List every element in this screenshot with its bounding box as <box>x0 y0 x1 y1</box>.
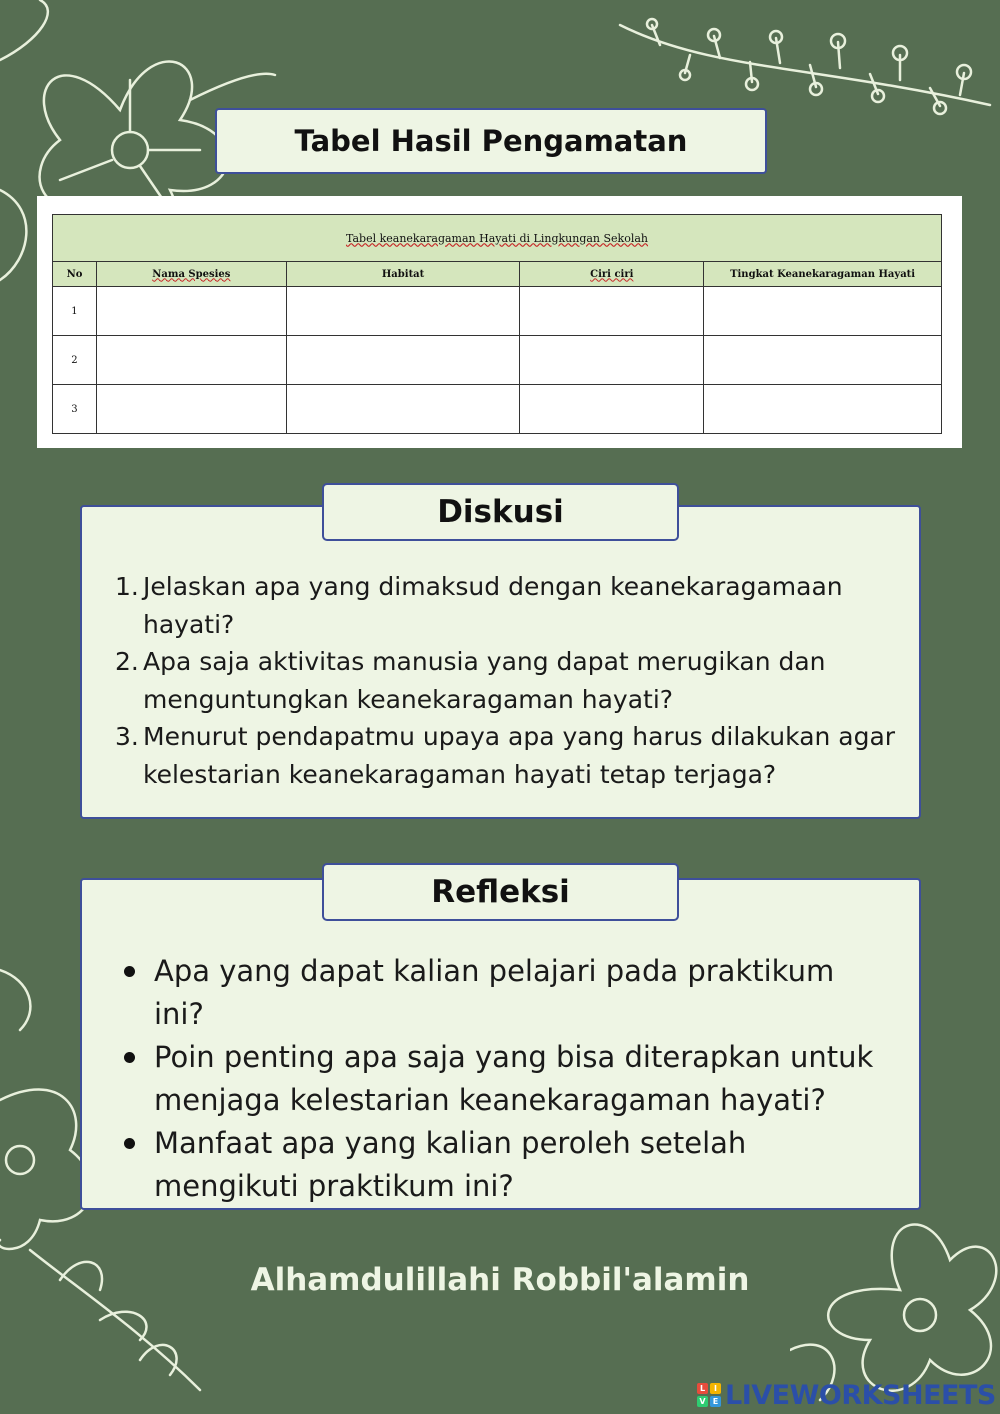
refleksi-list <box>115 950 885 1208</box>
cell-habitat[interactable] <box>286 385 520 434</box>
diskusi-list <box>115 568 905 793</box>
liveworksheets-logo-icon: L I V E <box>697 1383 721 1407</box>
list-item: 1. Jelaskan apa yang dimaksud dengan keanekaragamaan hayati? <box>115 572 843 639</box>
bullet-icon <box>124 1138 135 1149</box>
diskusi-title: Diskusi <box>322 483 679 541</box>
closing-text: Alhamdulillahi Robbil'alamin <box>250 1262 750 1298</box>
cell-nama-spesies[interactable] <box>96 287 286 336</box>
column-header-ciri-ciri: Ciri ciri <box>520 262 704 287</box>
list-item: Poin penting apa saja yang bisa diterapkan untuk menjaga kelestarian keanekaragaman hayati? <box>115 1036 885 1122</box>
cell-habitat[interactable] <box>286 287 520 336</box>
row-number: 3 <box>53 385 97 434</box>
cell-ciri-ciri[interactable] <box>520 385 704 434</box>
row-number: 1 <box>53 287 97 336</box>
page-title: Tabel Hasil Pengamatan <box>215 108 767 174</box>
list-item: Manfaat apa yang kalian peroleh setelah mengikuti praktikum ini? <box>115 1122 885 1208</box>
column-header-tingkat: Tingkat Keanekaragaman Hayati <box>704 262 942 287</box>
observation-table-panel <box>37 196 962 448</box>
cell-ciri-ciri[interactable] <box>520 336 704 385</box>
bullet-icon <box>124 966 135 977</box>
cell-ciri-ciri[interactable] <box>520 287 704 336</box>
cell-tingkat[interactable] <box>704 336 942 385</box>
cell-tingkat[interactable] <box>704 385 942 434</box>
column-header-nama-spesies: Nama Spesies <box>96 262 286 287</box>
watermark-text: LIVEWORKSHEETS <box>725 1379 996 1411</box>
list-item: Apa yang dapat kalian pelajari pada praktikum ini? <box>115 950 885 1036</box>
cell-tingkat[interactable] <box>704 287 942 336</box>
refleksi-title: Refleksi <box>322 863 679 921</box>
table-row <box>53 287 942 336</box>
liveworksheets-watermark <box>697 1378 996 1412</box>
table-caption: Tabel keanekaragaman Hayati di Lingkungan Sekolah <box>53 215 942 262</box>
column-header-habitat: Habitat <box>286 262 520 287</box>
row-number: 2 <box>53 336 97 385</box>
column-header-no: No <box>53 262 97 287</box>
cell-nama-spesies[interactable] <box>96 336 286 385</box>
cell-nama-spesies[interactable] <box>96 385 286 434</box>
bullet-icon <box>124 1052 135 1063</box>
table-row <box>53 336 942 385</box>
cell-habitat[interactable] <box>286 336 520 385</box>
table-row <box>53 385 942 434</box>
list-item: 2. Apa saja aktivitas manusia yang dapat merugikan dan menguntungkan keanekaragaman hayati? <box>115 647 826 714</box>
list-item: 3. Menurut pendapatmu upaya apa yang harus dilakukan agar kelestarian keanekaragaman hayati tetap terjaga? <box>115 722 896 789</box>
branch-top-right-icon <box>610 10 1000 120</box>
observation-table <box>52 214 942 434</box>
